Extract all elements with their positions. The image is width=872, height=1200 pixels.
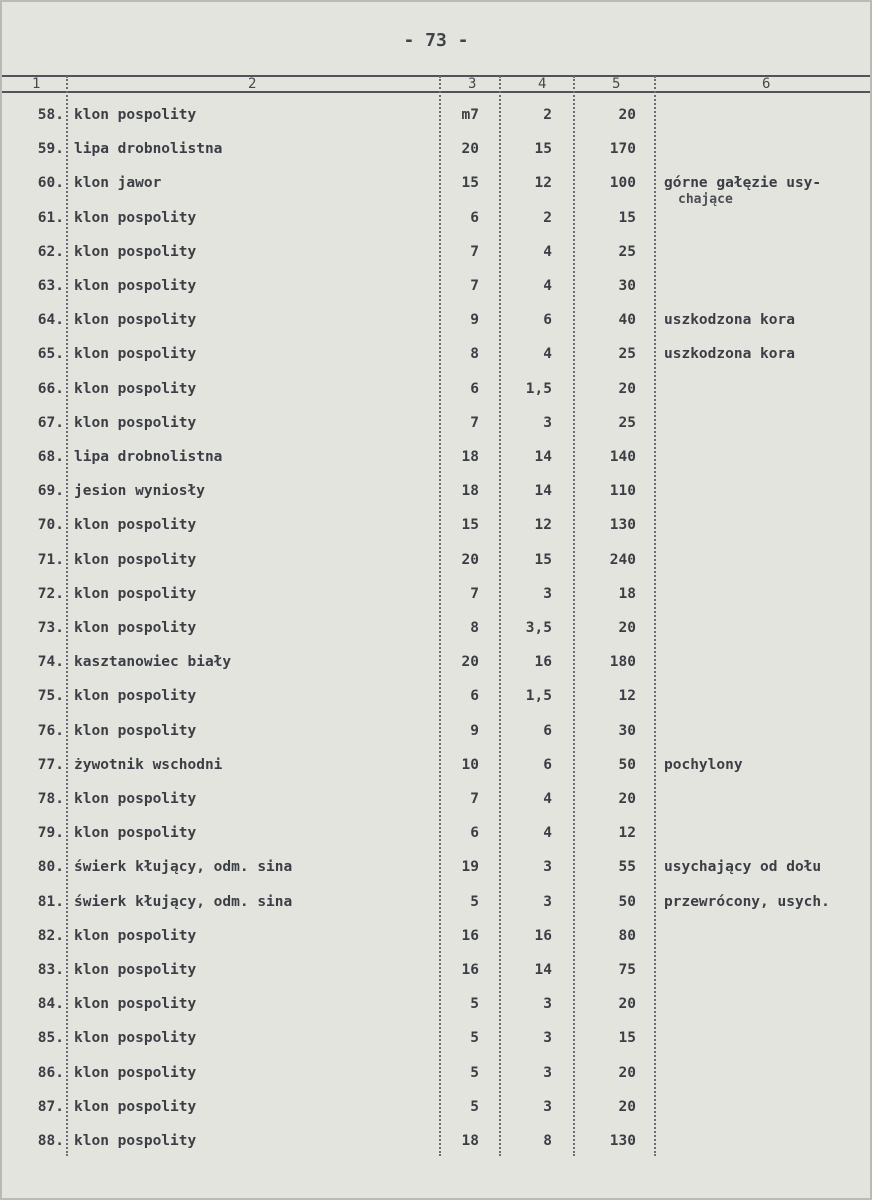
- value-col-4: 3: [543, 996, 552, 1013]
- table-row: [2, 98, 870, 132]
- row-number: 75.: [37, 688, 64, 705]
- table-row: [2, 1090, 870, 1124]
- row-number: 81.: [37, 893, 64, 910]
- remark: uszkodzona kora: [664, 312, 795, 329]
- value-col-4: 2: [543, 209, 552, 226]
- value-col-3: 15: [461, 517, 479, 534]
- value-col-4: 4: [543, 791, 552, 807]
- value-col-5: 50: [618, 756, 636, 773]
- species-name: klon pospolity: [74, 278, 197, 294]
- table-row: [2, 816, 870, 850]
- value-col-4: 1,5: [525, 380, 552, 397]
- value-col-5: 240: [609, 551, 636, 568]
- value-col-3: 8: [470, 346, 479, 363]
- table-row: [2, 1124, 870, 1158]
- value-col-3: 20: [461, 654, 479, 671]
- row-number: 86.: [37, 1064, 64, 1081]
- row-number: 74.: [37, 654, 64, 671]
- table-row: [2, 372, 870, 406]
- value-col-3: 6: [470, 209, 479, 226]
- value-col-5: 20: [618, 1098, 636, 1115]
- page-number: - 73 -: [403, 30, 469, 51]
- value-col-3: 18: [461, 449, 479, 465]
- value-col-4: 14: [534, 483, 552, 500]
- column-header-6: 6: [762, 76, 771, 92]
- value-col-3: 9: [470, 312, 479, 329]
- table-row: [2, 474, 870, 508]
- value-col-5: 50: [618, 893, 636, 910]
- value-col-4: 14: [534, 962, 552, 978]
- column-header-2: 2: [248, 76, 257, 92]
- value-col-4: 15: [534, 551, 552, 568]
- table-row: [2, 714, 870, 748]
- species-name: klon pospolity: [74, 551, 197, 568]
- row-number: 83.: [37, 962, 64, 978]
- value-col-5: 12: [618, 688, 636, 705]
- value-col-3: 5: [470, 1030, 479, 1047]
- table-row: [2, 303, 870, 337]
- row-number: 58.: [37, 107, 64, 123]
- column-header-5: 5: [612, 76, 621, 92]
- value-col-3: 5: [470, 893, 479, 910]
- value-col-4: 12: [534, 517, 552, 534]
- value-col-3: 5: [470, 1064, 479, 1081]
- value-col-4: 3,5: [525, 620, 552, 636]
- value-col-5: 12: [618, 825, 636, 842]
- table-row: [2, 850, 870, 884]
- column-header-3: 3: [468, 76, 477, 92]
- species-name: lipa drobnolistna: [74, 449, 223, 465]
- value-col-4: 4: [543, 346, 552, 363]
- species-name: klon pospolity: [74, 688, 197, 705]
- value-col-4: 4: [543, 243, 552, 260]
- value-col-5: 40: [618, 312, 636, 329]
- value-col-4: 3: [543, 585, 552, 602]
- species-name: klon pospolity: [74, 312, 197, 329]
- value-col-5: 140: [609, 449, 636, 465]
- row-number: 67.: [37, 414, 64, 431]
- table-row: [2, 953, 870, 987]
- row-number: 84.: [37, 996, 64, 1013]
- value-col-3: 5: [470, 1098, 479, 1115]
- table-row: [2, 577, 870, 611]
- value-col-4: 3: [543, 1030, 552, 1047]
- species-name: żywotnik wschodni: [74, 756, 223, 773]
- value-col-4: 8: [543, 1133, 552, 1149]
- row-number: 63.: [37, 278, 64, 294]
- column-header-4: 4: [538, 76, 547, 92]
- value-col-4: 3: [543, 893, 552, 910]
- species-name: klon pospolity: [74, 962, 197, 978]
- value-col-3: 20: [461, 141, 479, 158]
- value-col-3: m7: [461, 107, 479, 123]
- value-col-4: 6: [543, 312, 552, 329]
- remark: pochylony: [664, 756, 743, 773]
- table-row: [2, 782, 870, 816]
- table-row: [2, 645, 870, 679]
- value-col-5: 130: [609, 517, 636, 534]
- value-col-5: 55: [618, 859, 636, 876]
- table-row: [2, 132, 870, 166]
- value-col-5: 15: [618, 1030, 636, 1047]
- species-name: klon pospolity: [74, 243, 197, 260]
- value-col-3: 7: [470, 414, 479, 431]
- species-name: klon pospolity: [74, 620, 197, 636]
- value-col-3: 9: [470, 722, 479, 739]
- value-col-4: 4: [543, 825, 552, 842]
- remark-continuation: chające: [678, 192, 733, 208]
- species-name: klon pospolity: [74, 791, 197, 807]
- value-col-3: 7: [470, 278, 479, 294]
- row-number: 77.: [37, 756, 64, 773]
- table-row: [2, 611, 870, 645]
- value-col-5: 75: [618, 962, 636, 978]
- value-col-4: 6: [543, 756, 552, 773]
- value-col-5: 20: [618, 107, 636, 123]
- value-col-3: 8: [470, 620, 479, 636]
- value-col-5: 170: [609, 141, 636, 158]
- species-name: lipa drobnolistna: [74, 141, 223, 158]
- species-name: klon pospolity: [74, 107, 197, 123]
- value-col-3: 5: [470, 996, 479, 1013]
- table-row: [2, 201, 870, 235]
- row-number: 68.: [37, 449, 64, 465]
- table-row: [2, 748, 870, 782]
- value-col-4: 16: [534, 927, 552, 944]
- value-col-3: 7: [470, 791, 479, 807]
- value-col-5: 180: [609, 654, 636, 671]
- value-col-3: 6: [470, 688, 479, 705]
- value-col-5: 20: [618, 996, 636, 1013]
- table-row: [2, 440, 870, 474]
- species-name: klon pospolity: [74, 585, 197, 602]
- row-number: 70.: [37, 517, 64, 534]
- remark: uszkodzona kora: [664, 346, 795, 363]
- species-name: klon pospolity: [74, 1064, 197, 1081]
- remark: przewrócony, usych.: [664, 893, 830, 910]
- value-col-3: 7: [470, 243, 479, 260]
- species-name: kasztanowiec biały: [74, 654, 232, 671]
- species-name: klon jawor: [74, 175, 162, 192]
- value-col-5: 30: [618, 722, 636, 739]
- table-row: [2, 679, 870, 713]
- value-col-4: 1,5: [525, 688, 552, 705]
- table-row: [2, 508, 870, 542]
- species-name: klon pospolity: [74, 1133, 197, 1149]
- row-number: 78.: [37, 791, 64, 807]
- remark: usychający od dołu: [664, 859, 822, 876]
- species-name: klon pospolity: [74, 722, 197, 739]
- value-col-5: 20: [618, 620, 636, 636]
- value-col-3: 15: [461, 175, 479, 192]
- value-col-4: 12: [534, 175, 552, 192]
- row-number: 60.: [37, 175, 64, 192]
- table-row: [2, 1021, 870, 1055]
- value-col-3: 7: [470, 585, 479, 602]
- value-col-3: 16: [461, 927, 479, 944]
- value-col-4: 3: [543, 414, 552, 431]
- value-col-5: 130: [609, 1133, 636, 1149]
- species-name: klon pospolity: [74, 517, 197, 534]
- row-number: 85.: [37, 1030, 64, 1047]
- row-number: 76.: [37, 722, 64, 739]
- value-col-5: 25: [618, 346, 636, 363]
- value-col-5: 20: [618, 1064, 636, 1081]
- table-row: [2, 269, 870, 303]
- value-col-5: 25: [618, 414, 636, 431]
- species-name: świerk kłujący, odm. sina: [74, 859, 293, 876]
- species-name: klon pospolity: [74, 414, 197, 431]
- table-row: [2, 235, 870, 269]
- value-col-4: 2: [543, 107, 552, 123]
- value-col-5: 15: [618, 209, 636, 226]
- value-col-3: 6: [470, 825, 479, 842]
- species-name: klon pospolity: [74, 825, 197, 842]
- row-number: 69.: [37, 483, 64, 500]
- value-col-5: 25: [618, 243, 636, 260]
- row-number: 71.: [37, 551, 64, 568]
- table-row: [2, 1056, 870, 1090]
- row-number: 66.: [37, 380, 64, 397]
- value-col-3: 6: [470, 380, 479, 397]
- value-col-5: 100: [609, 175, 636, 192]
- row-number: 82.: [37, 927, 64, 944]
- row-number: 62.: [37, 243, 64, 260]
- table-row: [2, 885, 870, 919]
- row-number: 59.: [37, 141, 64, 158]
- row-number: 79.: [37, 825, 64, 842]
- value-col-3: 18: [461, 483, 479, 500]
- species-name: klon pospolity: [74, 346, 197, 363]
- species-name: klon pospolity: [74, 927, 197, 944]
- row-number: 72.: [37, 585, 64, 602]
- species-name: klon pospolity: [74, 209, 197, 226]
- value-col-4: 16: [534, 654, 552, 671]
- row-number: 87.: [37, 1098, 64, 1115]
- species-name: klon pospolity: [74, 1030, 197, 1047]
- column-header-row: [2, 76, 870, 92]
- row-number: 64.: [37, 312, 64, 329]
- table-row: [2, 987, 870, 1021]
- value-col-4: 14: [534, 449, 552, 465]
- value-col-3: 20: [461, 551, 479, 568]
- table-row: [2, 406, 870, 440]
- column-header-1: 1: [32, 76, 41, 92]
- value-col-4: 3: [543, 1098, 552, 1115]
- table-row: [2, 337, 870, 371]
- species-name: jesion wyniosły: [74, 483, 205, 500]
- species-name: klon pospolity: [74, 996, 197, 1013]
- value-col-4: 4: [543, 278, 552, 294]
- value-col-5: 30: [618, 278, 636, 294]
- row-number: 61.: [37, 209, 64, 226]
- row-number: 80.: [37, 859, 64, 876]
- species-name: świerk kłujący, odm. sina: [74, 893, 293, 910]
- value-col-5: 20: [618, 791, 636, 807]
- value-col-5: 110: [609, 483, 636, 500]
- species-name: klon pospolity: [74, 1098, 197, 1115]
- table-row: [2, 919, 870, 953]
- remark: górne gałęzie usy-: [664, 175, 822, 192]
- value-col-4: 3: [543, 859, 552, 876]
- value-col-5: 20: [618, 380, 636, 397]
- value-col-5: 80: [618, 927, 636, 944]
- value-col-3: 18: [461, 1133, 479, 1149]
- value-col-3: 10: [461, 756, 479, 773]
- table-row: [2, 166, 870, 208]
- row-number: 88.: [37, 1133, 64, 1149]
- value-col-5: 18: [618, 585, 636, 602]
- value-col-4: 6: [543, 722, 552, 739]
- species-name: klon pospolity: [74, 380, 197, 397]
- value-col-3: 19: [461, 859, 479, 876]
- table-row: [2, 543, 870, 577]
- row-number: 65.: [37, 346, 64, 363]
- row-number: 73.: [37, 620, 64, 636]
- value-col-3: 16: [461, 962, 479, 978]
- value-col-4: 15: [534, 141, 552, 158]
- value-col-4: 3: [543, 1064, 552, 1081]
